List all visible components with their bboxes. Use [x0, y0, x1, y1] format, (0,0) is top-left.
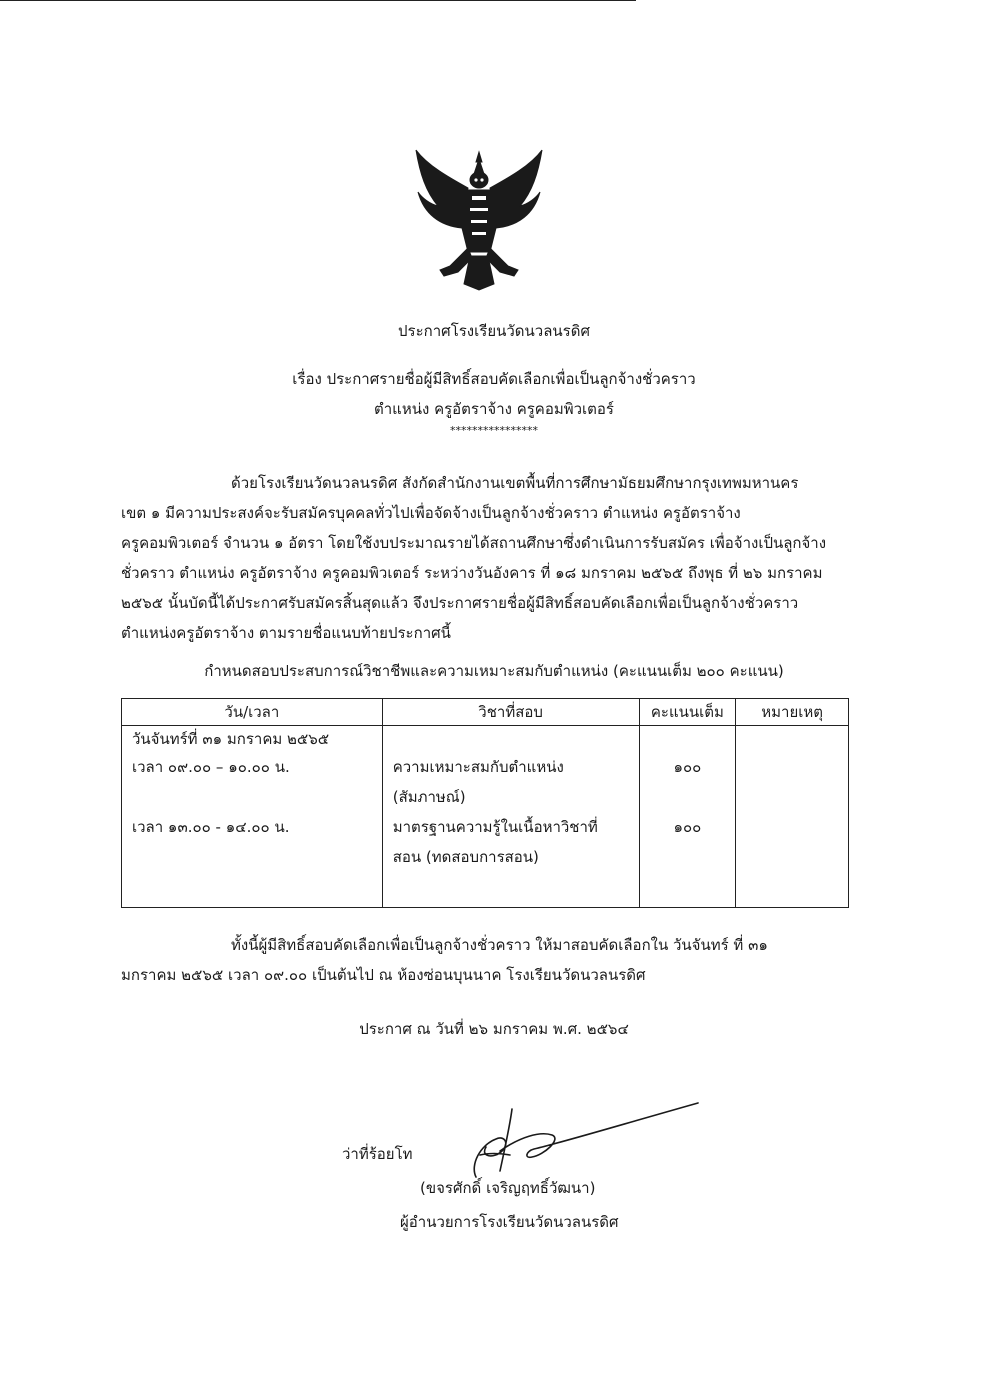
page-top-rule	[0, 0, 636, 1]
subject-1-line-1: ความเหมาะสมกับตำแหน่ง	[392, 758, 564, 776]
subject-1-line-2: (สัมภาษณ์)	[392, 788, 466, 806]
score-cell	[639, 726, 736, 908]
intro-line: ตำแหน่งครูอัตราจ้าง ตามรายชื่อแนบท้ายประกาศนี้	[121, 624, 451, 642]
intro-line: ๒๕๖๕ นั้นบัดนี้ได้ประกาศรับสมัครสิ้นสุดแล้ว จึงประกาศรายชื่อผู้มีสิทธิ์สอบคัดเลือกเพื่อเป็นลูกจ้างชั่วคราว	[121, 594, 799, 612]
closing-line: มกราคม ๒๕๖๕ เวลา ๐๙.๐๐ เป็นต้นไป ณ ห้องซ่อนบุนนาค โรงเรียนวัดนวลนรดิศ	[121, 966, 646, 984]
signer-position: ผู้อำนวยการโรงเรียนวัดนวลนรดิศ	[400, 1213, 619, 1231]
subject-2-line-2: สอน (ทดสอบการสอน)	[392, 848, 539, 866]
intro-line: ชั่วคราว ตำแหน่ง ครูอัตราจ้าง ครูคอมพิวเตอร์ ระหว่างวันอังคาร ที่ ๑๘ มกราคม ๒๕๖๕ ถึงพุธ ที่ ๒๖ มกราคม	[121, 564, 823, 582]
spacer	[383, 726, 639, 752]
exam-day: วันจันทร์ที่ ๓๑ มกราคม ๒๕๖๕	[132, 730, 330, 748]
intro-paragraph	[121, 468, 861, 648]
table-row	[122, 726, 849, 908]
exam-time-1: เวลา ๐๙.๐๐ – ๑๐.๐๐ น.	[132, 758, 290, 776]
subject-cell	[382, 726, 639, 908]
header-full-score: คะแนนเต็ม	[639, 699, 736, 726]
spacer	[640, 726, 736, 752]
signer-name: (ขจรศักดิ์ เจริญฤทธิ์วัฒนา)	[420, 1179, 596, 1197]
exam-time-2: เวลา ๑๓.๐๐ - ๑๔.๐๐ น.	[132, 818, 290, 836]
handwritten-signature	[440, 1095, 710, 1185]
subject-2-line-1: มาตรฐานความรู้ในเนื้อหาวิชาที่	[392, 818, 598, 836]
table-title: กำหนดสอบประสบการณ์วิชาชีพและความเหมาะสมกับตำแหน่ง (คะแนนเต็ม ๒๐๐ คะแนน)	[204, 662, 784, 680]
remark-cell	[736, 726, 849, 908]
spacer	[640, 782, 736, 812]
separator-stars: ****************	[450, 424, 538, 437]
date-time-cell	[122, 726, 383, 908]
intro-line: ครูคอมพิวเตอร์ จำนวน ๑ อัตรา โดยใช้งบประมาณรายได้สถานศึกษาซึ่งดำเนินการรับสมัคร เพื่อจ้างเป็นลูกจ้าง	[121, 534, 827, 552]
signer-rank: ว่าที่ร้อยโท	[342, 1145, 413, 1163]
header-date-time: วัน/เวลา	[122, 699, 383, 726]
announcement-heading: ประกาศโรงเรียนวัดนวลนรดิศ	[398, 322, 590, 340]
intro-line: ด้วยโรงเรียนวัดนวลนรดิศ สังกัดสำนักงานเขตพื้นที่การศึกษามัธยมศึกษากรุงเทพมหานคร	[231, 474, 799, 492]
garuda-emblem-icon	[410, 148, 548, 292]
announcement-position: ตำแหน่ง ครูอัตราจ้าง ครูคอมพิวเตอร์	[374, 400, 614, 418]
score-1: ๑๐๐	[673, 758, 702, 776]
closing-line: ทั้งนี้ผู้มีสิทธิ์สอบคัดเลือกเพื่อเป็นลูกจ้างชั่วคราว ให้มาสอบคัดเลือกใน วันจันทร์ ที่ ๓๑	[231, 936, 768, 954]
exam-schedule-table	[121, 698, 849, 908]
intro-line: เขต ๑ มีความประสงค์จะรับสมัครบุคคลทั่วไปเพื่อจัดจ้างเป็นลูกจ้างชั่วคราว ตำแหน่ง ครูอัตราจ้าง	[121, 504, 741, 522]
closing-paragraph	[121, 930, 861, 990]
header-remark: หมายเหตุ	[736, 699, 849, 726]
header-subject: วิชาที่สอบ	[382, 699, 639, 726]
table-header-row	[122, 699, 849, 726]
score-2: ๑๐๐	[673, 818, 702, 836]
announcement-subject: เรื่อง ประกาศรายชื่อผู้มีสิทธิ์สอบคัดเลือกเพื่อเป็นลูกจ้างชั่วคราว	[292, 370, 696, 388]
spacer	[122, 782, 382, 812]
announcement-date: ประกาศ ณ วันที่ ๒๖ มกราคม พ.ศ. ๒๕๖๔	[359, 1020, 629, 1038]
